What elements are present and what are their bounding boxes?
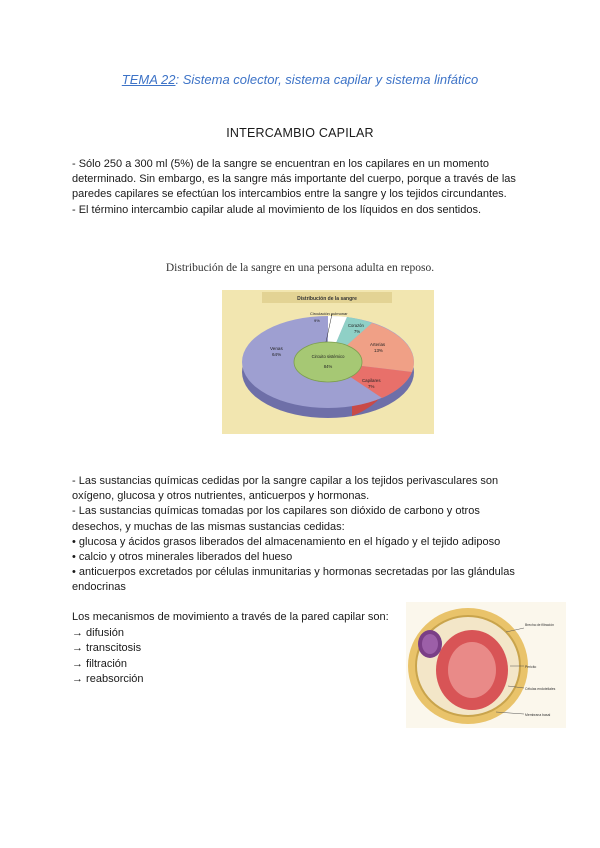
substances-line: desechos, y muchas de las mismas sustancias cedidas: bbox=[72, 520, 345, 533]
value-capilares: 7% bbox=[368, 384, 375, 389]
label-sistemico: Circuito sistémico bbox=[311, 354, 345, 359]
label-filtration-gap: Brecha de filtración bbox=[525, 623, 555, 627]
substances-paragraph bbox=[72, 474, 532, 596]
value-corazon: 7% bbox=[354, 329, 361, 334]
mechanism-item: → filtración bbox=[72, 657, 128, 670]
red-blood-cell-center bbox=[448, 642, 496, 698]
label-endothelial: Células endoteliales bbox=[525, 687, 556, 691]
mechanism-item: → transcitosis bbox=[72, 642, 142, 655]
pie-chart-graphic bbox=[222, 290, 434, 434]
pie-slice-sistemico bbox=[294, 342, 362, 382]
substances-line: • glucosa y ácidos grasos liberados del almacenamiento en el hígado y el tejido adiposo bbox=[72, 535, 501, 548]
label-pericyte: Pericito bbox=[525, 665, 537, 669]
value-pulmonar: 9% bbox=[314, 318, 320, 323]
label-capilares: Capilares bbox=[362, 378, 381, 383]
substances-line: • anticuerpos excretados por células inmunitarias y hormonas secretadas por las glándulas bbox=[72, 566, 515, 579]
substances-line: - Las sustancias químicas cedidas por la sangre capilar a los tejidos perivasculares son bbox=[72, 475, 499, 487]
substances-line: endocrinas bbox=[72, 581, 126, 594]
label-venas: Venas bbox=[270, 346, 283, 351]
mechanisms-title: Los mecanismos de movimiento a través de la pared capilar son: bbox=[72, 611, 389, 623]
section-heading: INTERCAMBIO CAPILAR bbox=[226, 126, 374, 140]
substances-line: - Las sustancias químicas tomadas por los capilares son dióxido de carbono y otros bbox=[72, 505, 480, 518]
mechanisms-list bbox=[72, 626, 144, 688]
substances-line: • calcio y otros minerales liberados del hueso bbox=[72, 551, 293, 564]
mechanism-item: → difusión bbox=[72, 627, 124, 639]
value-venas: 64% bbox=[272, 352, 282, 357]
title-rest: : Sistema colector, sistema capilar y sistema linfático bbox=[175, 72, 479, 87]
capillary-illustration bbox=[406, 602, 566, 728]
label-arterias: Arterias bbox=[370, 342, 386, 347]
substances-line: oxígeno, glucosa y otros nutrientes, anticuerpos y hormonas. bbox=[72, 490, 370, 503]
label-basement-membrane: Membrana basal bbox=[525, 713, 551, 717]
label-pulmonar: Circulación pulmonar bbox=[310, 311, 348, 316]
intro-paragraph bbox=[72, 157, 532, 218]
value-arterias: 13% bbox=[374, 348, 383, 353]
page-title bbox=[0, 72, 600, 87]
figure-box-title: Distribución de la sangre bbox=[297, 296, 357, 302]
value-sistemico: 84% bbox=[323, 364, 333, 369]
intro-line: paredes capilares se efectúan los intercambios entre la sangre y los tejidos circundantes. bbox=[72, 188, 507, 201]
label-corazon: Corazón bbox=[348, 323, 364, 328]
tema-link[interactable]: TEMA 22 bbox=[121, 72, 176, 87]
mechanism-item: → reabsorción bbox=[72, 673, 144, 686]
capillary-cross-section-image bbox=[406, 602, 566, 728]
figure-caption: Distribución de la sangre en una persona adulta en reposo. bbox=[165, 262, 435, 274]
blood-distribution-figure bbox=[222, 290, 434, 434]
intro-line: - El término intercambio capilar alude al movimiento de los líquidos en dos sentidos. bbox=[72, 203, 482, 216]
intro-line: determinado. Sin embargo, es la sangre más importante del cuerpo, porque a través de las bbox=[72, 173, 516, 186]
intro-line: - Sólo 250 a 300 ml (5%) de la sangre se encuentran en los capilares en un momento bbox=[72, 158, 490, 170]
